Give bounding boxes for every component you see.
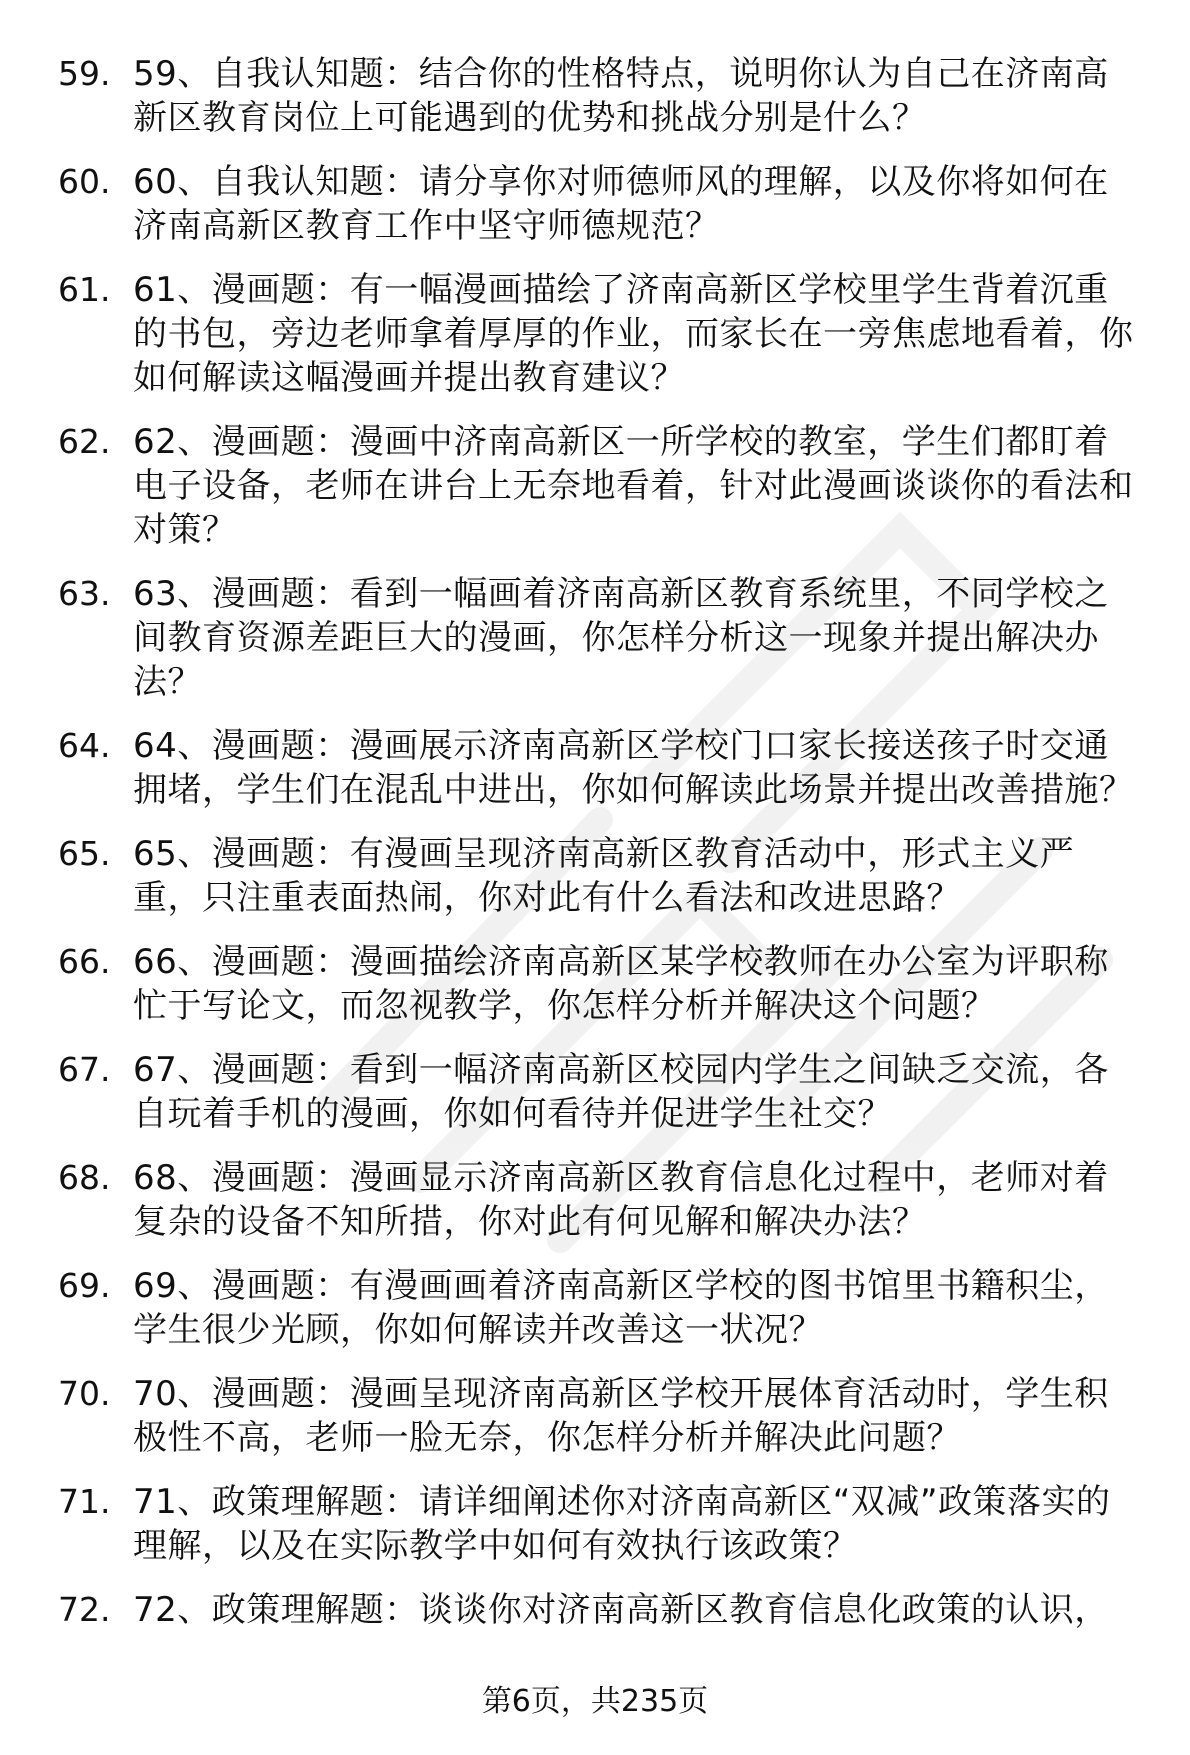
item-text: 64、漫画题：漫画展示济南高新区学校门口家长接送孩子时交通拥堵，学生们在混乱中进出，你如何解读此场景并提出改善措施？: [133, 726, 1134, 810]
item-number: 70.: [58, 1374, 111, 1413]
list-item: [0, 1156, 1190, 1244]
list-item: [0, 724, 1190, 812]
item-number: 69.: [58, 1266, 111, 1305]
list-item: [0, 52, 1190, 140]
page-footer: 第6页，共235页: [481, 1684, 709, 1719]
item-number: 68.: [58, 1158, 111, 1197]
item-number: 60.: [58, 162, 111, 201]
item-number: 64.: [58, 726, 111, 765]
item-number: 66.: [58, 942, 111, 981]
item-text: 72、政策理解题：谈谈你对济南高新区教育信息化政策的认识，: [133, 1590, 1109, 1630]
list-item: [0, 420, 1190, 552]
item-number: 62.: [58, 422, 111, 461]
list-item: [0, 1480, 1190, 1568]
list-item: [0, 940, 1190, 1028]
item-text: 65、漫画题：有漫画呈现济南高新区教育活动中，形式主义严重，只注重表面热闹，你对此有什么看法和改进思路？: [133, 834, 1075, 918]
item-text: 60、自我认知题：请分享你对师德师风的理解，以及你将如何在济南高新区教育工作中坚守师德规范？: [133, 162, 1109, 246]
list-item: [0, 160, 1190, 248]
item-number: 67.: [58, 1050, 111, 1089]
list-item: [0, 1372, 1190, 1460]
list-item: [0, 1588, 1190, 1632]
item-text: 68、漫画题：漫画显示济南高新区教育信息化过程中，老师对着复杂的设备不知所措，你对此有何见解和解决办法？: [133, 1158, 1109, 1242]
item-text: 69、漫画题：有漫画画着济南高新区学校的图书馆里书籍积尘，学生很少光顾，你如何解读并改善这一状况？: [133, 1266, 1109, 1350]
list-item: [0, 1264, 1190, 1352]
item-number: 59.: [58, 54, 111, 93]
item-number: 72.: [58, 1590, 111, 1629]
question-list: [0, 52, 1190, 1652]
item-text: 70、漫画题：漫画呈现济南高新区学校开展体育活动时，学生积极性不高，老师一脸无奈，你怎样分析并解决此问题？: [133, 1374, 1109, 1458]
item-text: 59、自我认知题：结合你的性格特点，说明你认为自己在济南高新区教育岗位上可能遇到的优势和挑战分别是什么？: [133, 54, 1109, 138]
item-number: 65.: [58, 834, 111, 873]
item-text: 62、漫画题：漫画中济南高新区一所学校的教室，学生们都盯着电子设备，老师在讲台上无奈地看着，针对此漫画谈谈你的看法和对策？: [133, 422, 1134, 550]
list-item: [0, 1048, 1190, 1136]
item-text: 66、漫画题：漫画描绘济南高新区某学校教师在办公室为评职称忙于写论文，而忽视教学，你怎样分析并解决这个问题？: [133, 942, 1109, 1026]
item-number: 63.: [58, 574, 111, 613]
item-text: 61、漫画题：有一幅漫画描绘了济南高新区学校里学生背着沉重的书包，旁边老师拿着厚厚的作业，而家长在一旁焦虑地看着，你如何解读这幅漫画并提出教育建议？: [133, 270, 1134, 398]
item-number: 71.: [58, 1482, 111, 1521]
item-text: 67、漫画题：看到一幅济南高新区校园内学生之间缺乏交流，各自玩着手机的漫画，你如何看待并促进学生社交？: [133, 1050, 1109, 1134]
list-item: [0, 572, 1190, 704]
item-number: 61.: [58, 270, 111, 309]
list-item: [0, 832, 1190, 920]
list-item: [0, 268, 1190, 400]
item-text: 63、漫画题：看到一幅画着济南高新区教育系统里，不同学校之间教育资源差距巨大的漫画，你怎样分析这一现象并提出解决办法？: [133, 574, 1109, 702]
item-text: 71、政策理解题：请详细阐述你对济南高新区“双减”政策落实的理解，以及在实际教学中如何有效执行该政策？: [133, 1482, 1111, 1566]
